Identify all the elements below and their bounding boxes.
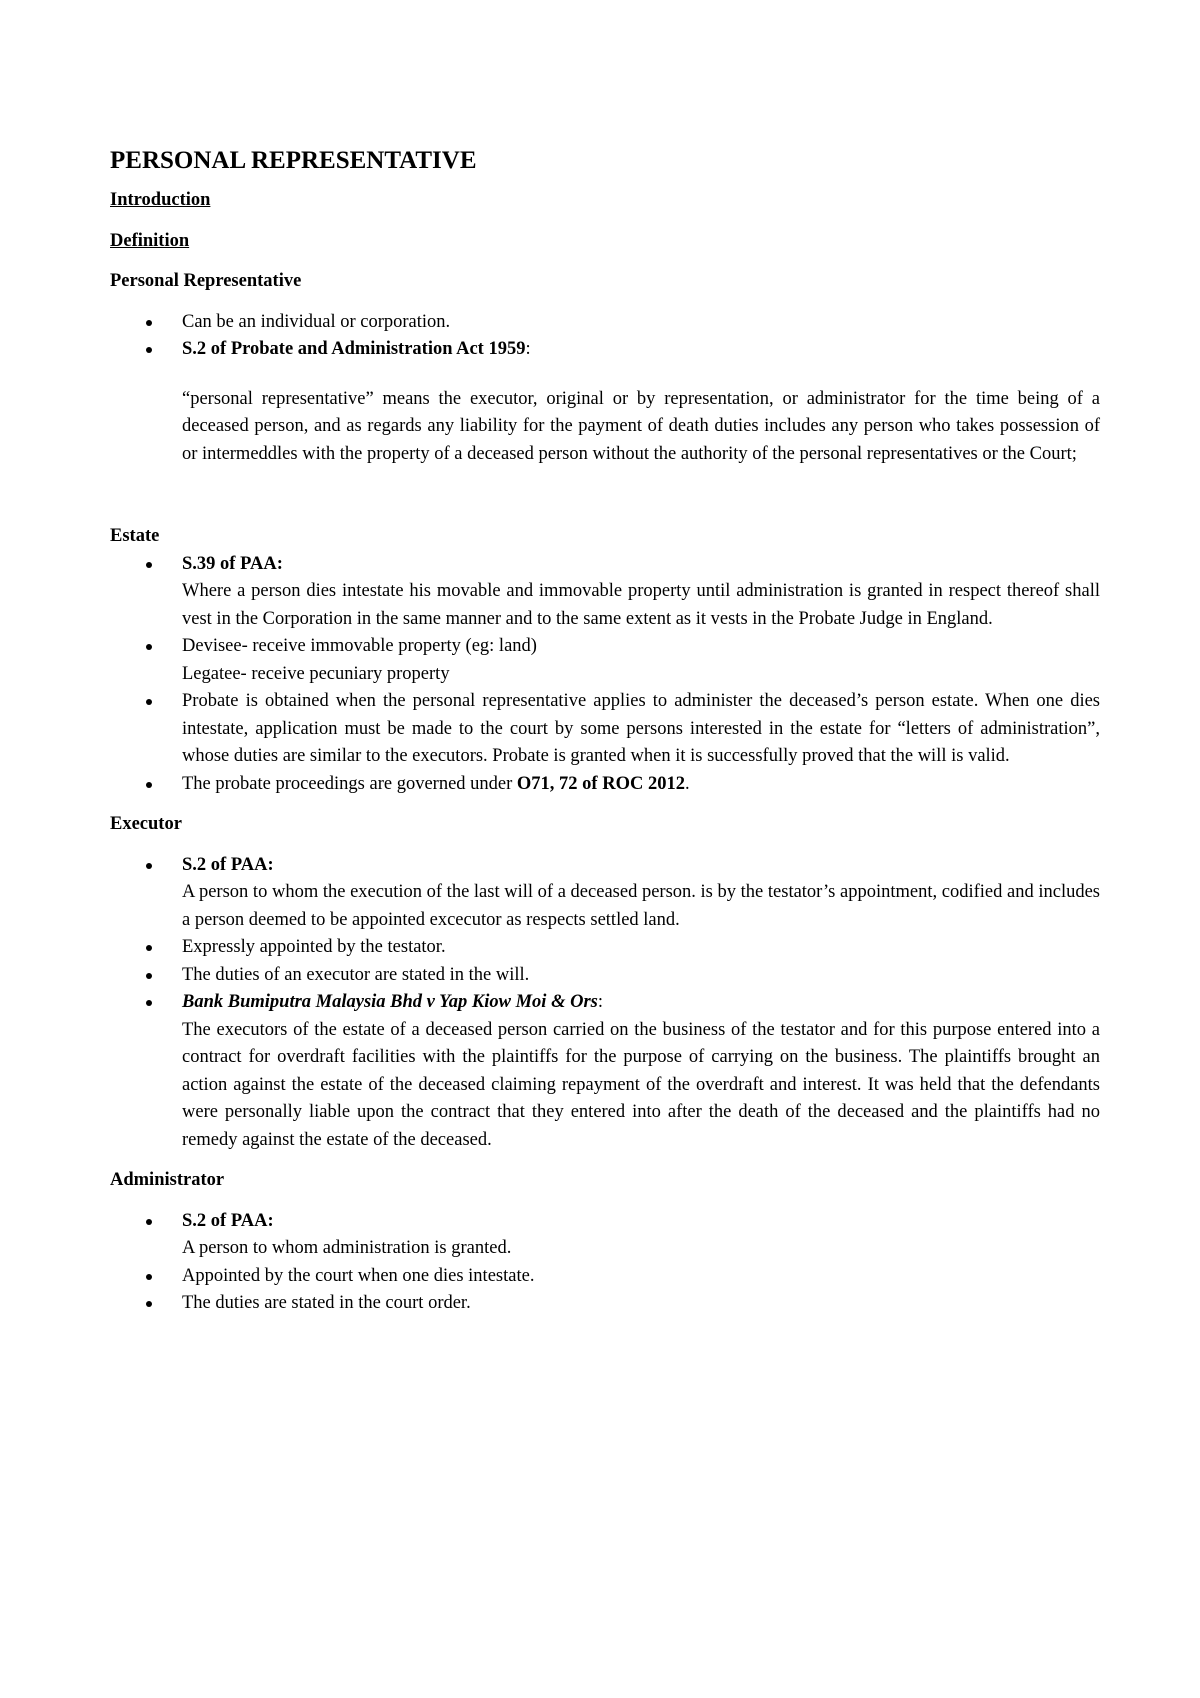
- definition-heading: Definition: [110, 230, 190, 251]
- list-item: [110, 852, 1100, 935]
- introduction-heading: Introduction: [110, 190, 211, 210]
- statute-text: A person to whom administration is granted.: [182, 1238, 512, 1258]
- statute-reference: S.2 of PAA:: [182, 854, 274, 875]
- estate-heading: Estate: [110, 526, 160, 546]
- proceedings-prefix: The probate proceedings are governed under: [182, 773, 517, 794]
- case-name: Bank Bumiputra Malaysia Bhd v Yap Kiow Moi & Ors: [182, 992, 598, 1012]
- bullet-text: Appointed by the court when one dies intestate.: [182, 1265, 535, 1286]
- list-item: [110, 771, 1100, 799]
- case-suffix: :: [597, 992, 603, 1012]
- statute-text: A person to whom the execution of the last will of a deceased person. is by the testator’s appointment, codified and includes a person deemed to be appointed excecutor as respects settled land.: [182, 882, 1100, 930]
- personal-representative-heading: Personal Representative: [110, 271, 302, 291]
- proceedings-suffix: .: [684, 773, 690, 794]
- probate-text: Probate is obtained when the personal representative applies to administer the deceased’s person estate. When one dies intestate, application must be made to the court by some persons interested in the estate for “letters of administration”, whose duties are similar to the executors. Probate is granted when it is successfully proved that the will is valid.: [182, 691, 1100, 766]
- statute-reference: S.2 of PAA:: [182, 1210, 274, 1231]
- bullet-text: Can be an individual or corporation.: [182, 311, 451, 332]
- list-item: [110, 633, 1100, 688]
- executor-heading: Executor: [110, 814, 182, 834]
- administrator-list: [110, 1208, 1100, 1318]
- bullet-text: The duties are stated in the court order.: [182, 1293, 471, 1313]
- page-title: PERSONAL REPRESENTATIVE: [110, 147, 477, 174]
- administrator-heading: Administrator: [110, 1170, 225, 1190]
- list-item: [110, 962, 1100, 990]
- statute-reference: S.39 of PAA:: [182, 553, 283, 574]
- list-item: [110, 688, 1100, 771]
- rule-reference: O71, 72 of ROC 2012: [516, 773, 685, 794]
- list-item: [110, 551, 1100, 634]
- list-item: [110, 1208, 1100, 1263]
- spacer: [110, 468, 1100, 523]
- bullet-text: Expressly appointed by the testator.: [182, 937, 446, 957]
- estate-list: [110, 551, 1100, 799]
- bullet-suffix: :: [525, 339, 531, 359]
- personal-representative-list: [110, 309, 1100, 364]
- bullet-text: The duties of an executor are stated in the will.: [182, 964, 530, 985]
- list-item: [110, 336, 1100, 364]
- executor-list: [110, 852, 1100, 1155]
- devisee-text: Devisee- receive immovable property (eg: land): [182, 636, 537, 656]
- statute-reference: S.2 of Probate and Administration Act 1959: [182, 339, 526, 359]
- statute-text: Where a person dies intestate his movable and immovable property until administration is granted in respect thereof shall vest in the Corporation in the same manner and to the same extent as it vests in the Probate Judge in England.: [182, 581, 1100, 629]
- list-item: [110, 1263, 1100, 1291]
- case-text: The executors of the estate of a deceased person carried on the business of the testator and for this purpose entered into a contract for overdraft facilities with the plaintiffs for the purpose of carrying on the business. The plaintiffs brought an action against the estate of the deceased claiming repayment of the overdraft and interest. It was held that the defendants were personally liable upon the contract that they entered into after the death of the deceased and the plaintiffs had no remedy against the estate of the deceased.: [182, 1019, 1100, 1150]
- list-item: [110, 1290, 1100, 1318]
- document-page: [110, 145, 1100, 1318]
- list-item: [110, 934, 1100, 962]
- list-item: [110, 989, 1100, 1154]
- legatee-text: Legatee- receive pecuniary property: [182, 663, 450, 684]
- definition-quote: “personal representative” means the executor, original or by representation, or administrator for the time being of a deceased person, and as regards any liability for the payment of death duties includes any person who takes possession of or intermeddles with the property of a deceased person without the authority of the personal representatives or the Court;: [182, 388, 1100, 464]
- list-item: [110, 309, 1100, 337]
